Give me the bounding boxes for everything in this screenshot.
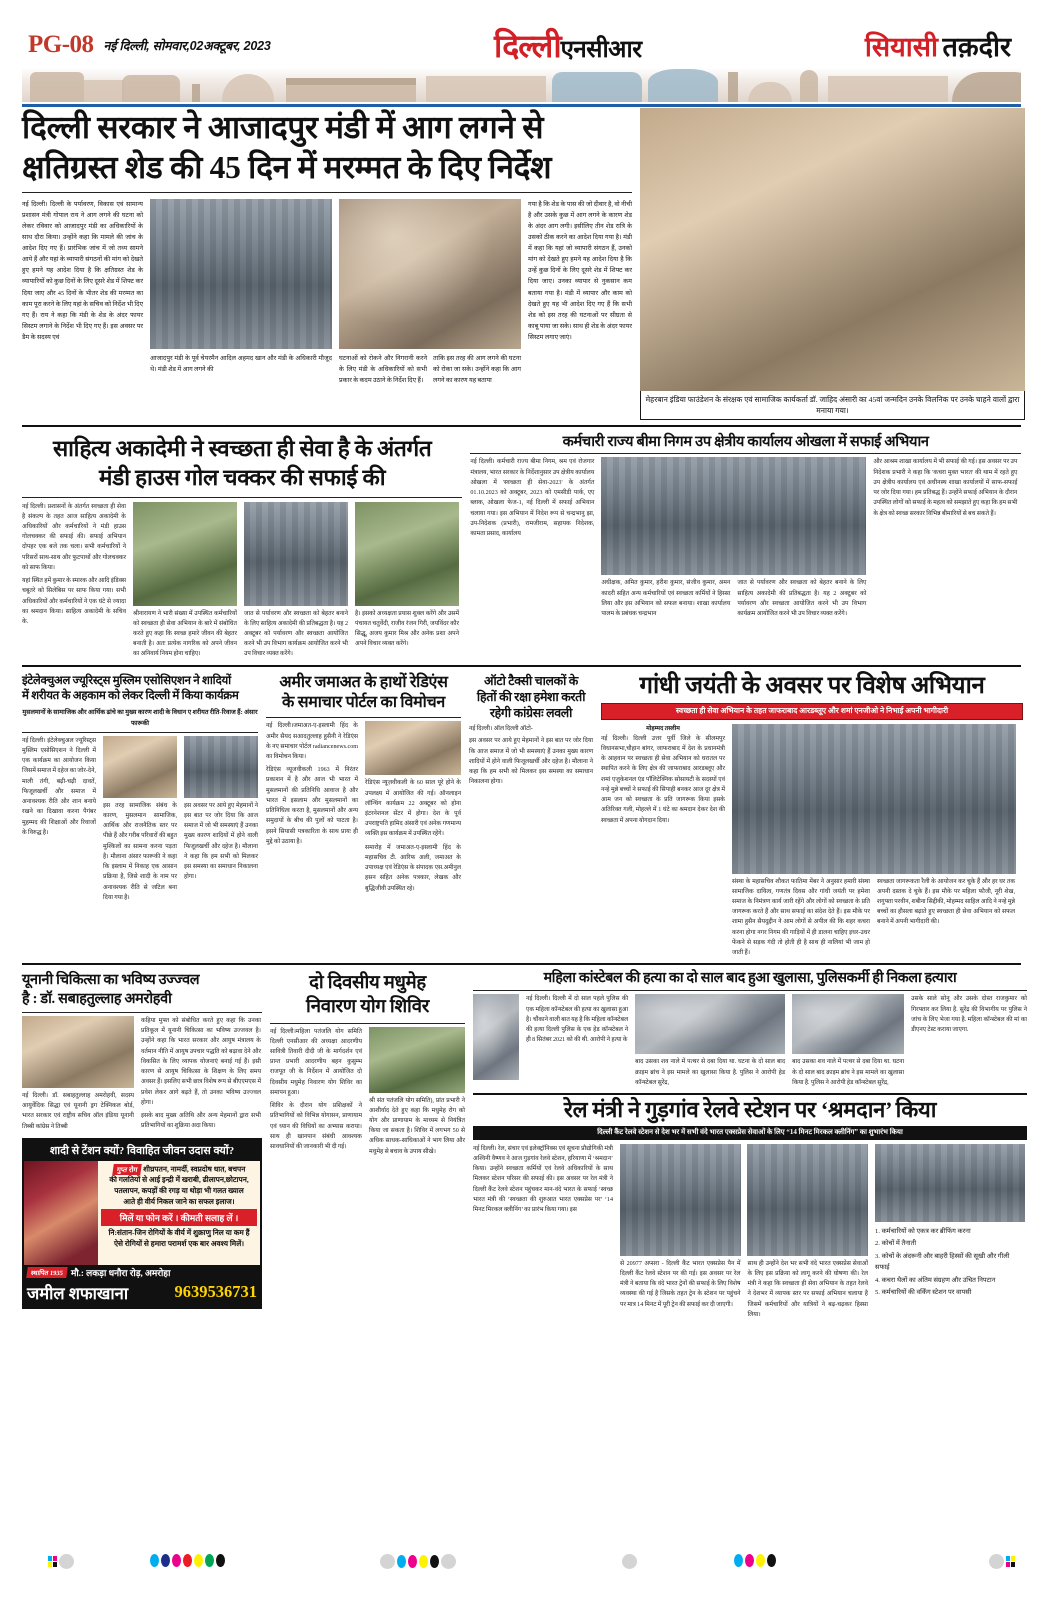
- rail-minister-article: [473, 1098, 1027, 1320]
- list-item: 3. कोचों के अंदरूनी और बाहरी हिस्सों की सूखी और गीली सफाई: [875, 1252, 1010, 1272]
- section-four: [22, 970, 1027, 1320]
- constable-column-1: [526, 994, 628, 1088]
- constable-col1-text: नई दिल्ली। दिल्ली में दो साल पहले पुलिस की एक महिला कॉन्स्टेबल की हत्या का खुलासा हुआ है। चौंकाने वाली बात यह है कि महिला कॉन्स्टेबल की हत्या दिल्ली पुलिस के एक हेड कॉन्स्टेबल ने ही 8 सितंबर 2021 को की थी. आरोपी ने हत्या के: [526, 996, 629, 1044]
- radiance-column-2: [365, 721, 461, 894]
- gandhi-col2-text: संस्था के महासचिव शौकत फातिमा मेंबर ने अनुसार हमारी संस्था सामाजिक दायित्व, गणतंत्र दिवस और गांधी जयंती पर हमेशा समाज के निमंत्रण कार्य जारी रहेंगे और लोगों को स्वच्छता के प्रति जागरूक करते हैं और साथ सफाई का संदेश देते हैं। इस मौके पर शामा हुसैन सैयदुद्दीन ने आम लोगों से अपील की कि शहर कचरा करना होगा नगर निगम की गाड़ियों में ही डालना चाहिए इधर-उधर फेंकने से सड़क गंदी तो होती ही है साथ ही नालियां भी जाम हो जाती हैं।: [732, 878, 870, 957]
- constable-column-2: [635, 994, 785, 1088]
- ad-phone-number[interactable]: 9639536731: [174, 1282, 257, 1302]
- dateline: नई दिल्ली, सोमवार,02अक्टूबर, 2023: [103, 38, 271, 53]
- yoga-headline-line1: दो दिवसीय मधुमेह: [309, 973, 426, 994]
- ijma-photo-audience: [184, 736, 258, 798]
- yoga-col2-text: श्री संत पतंजलि योग समिति), प्रांत प्रभारी ने आशीर्वाद देते हुए कहा कि मधुमेह रोग को योग और प्राणायाम के माध्यम से नियंत्रित किया जा सकता है। शिविर में लगभग 50 से अधिक साधक-साधिकाओं ने भाग लिया और मधुमेह से बचाव के उपाय सीखे।: [369, 1097, 465, 1155]
- sahitya-col4-text: है। इसको अध्यक्षता प्रयास शुक्ल करेंगे और उसमें पंचायत चतुर्वेदी, राजीव रंजन गिरी, जयविंदर कौर सिद्धू, अजय कुमार मिश्र और अनेक प्रशा अपने अपने विचार व्यक्त करेंगे।: [355, 610, 459, 648]
- ad-line-1: शीघ्रपतन, नामर्दी, स्वप्नदोष धात, बचपन: [143, 1164, 246, 1174]
- lead-col3-text: घटनाओं को रोकने और निगरानी करने के लिए मंडी के अधिकारियों को सभी प्रकार के कदम उठाने के निर्देश दिए हैं।: [339, 355, 427, 385]
- radiance-headline-line1: अमीर जमाअत के हाथों रेडिएंस: [279, 673, 448, 691]
- sahitya-body-columns: [22, 502, 462, 660]
- unani-headline-line1: यूनानी चिकित्सा का भविष्य उज्ज्वल: [22, 972, 200, 989]
- gandhi-col3-text: स्वच्छता जागरूकता रैली के आयोजन कर चुके हैं और हर घर तक अपनी दस्तक दे चुके हैं। इस मौके पर महिला फौजी, नूरी शेख, शगुफ्ता परवीन, शबीना सिद्दीकी, मोहम्मद साहिल आदि ने नन्हे मुन्ने बच्चों का हौसला बढ़ाते हुए स्वच्छता ही सेवा अभियान को सफल बनाने में अपनी भागीदारी की।: [877, 878, 1015, 926]
- constable-photo-accused: [635, 994, 785, 1054]
- unani-col3-text: इसके बाद मुख्य अतिथि और अन्य मेहमानों द्वारा सभी प्रतिभागियों का शुक्रिया अदा किया।: [141, 1112, 261, 1130]
- esic-column-1: [470, 457, 594, 619]
- lead-body-columns: [22, 199, 632, 386]
- unani-col1-text: कहिया मुफ्त को संबोधित करते हुए कहा कि उनका प्रतिकूल में यूनानी चिकित्सा का भविष्य उज्जवल है। उन्होंने कहा कि भारत सरकार और आयुष मंत्रालय के वर्तमान नीति में आयुष उपचार पद्धति को बढ़ावा देने और विकसित के लिए व्यापक योजनाएं बनाई गई हैं। इसी कारण से आयुष चिकित्सा के शिक्षण के लिए समय अवसर हैं। इसलिए सभी छात्र विशेष रूप से बीएएमएस में प्रवेश लेकर आगे बढ़ते हैं, तो उनका भविष्य उज्ज्वल होगा।: [141, 1017, 261, 1106]
- rail-column-steps: [875, 1144, 1025, 1320]
- constable-column-4: [911, 994, 1027, 1088]
- ijma-photo-event: [103, 736, 177, 798]
- rail-photo-cleaning: [875, 1144, 1025, 1222]
- sahitya-column-3: [244, 502, 348, 660]
- section-four-right: [473, 971, 1027, 1320]
- lead-story-left: [22, 108, 632, 420]
- ad-line-2: की गलतियों से आई इन्द्री में खराबी, ढीलापन,छोटापन,: [109, 1175, 249, 1185]
- lead-column-5: [528, 199, 632, 386]
- esic-photo-group: [601, 457, 866, 575]
- publication-logo: [271, 24, 865, 67]
- rail-column-1: [473, 1144, 613, 1320]
- yoga-headline-line2: निवारण योग शिविर: [306, 997, 429, 1018]
- auto-headline-line3: रहेगी कांग्रेसः लवली: [489, 705, 573, 720]
- ijma-subheadline: मुसलमानों के सामाजिक और आर्थिक ढांचे का मुख्य कारण शादी के विधान ए शरीयत रीति-रिवाज हैं: अंसार फारूकी: [22, 708, 258, 727]
- unani-article: [22, 971, 262, 1320]
- esic-col2b-text: जात से पर्यावरण और स्वच्छता को बेहतर बनाने के लिए साहित्य अकादेमी की प्रतिबद्धता है। यह 2 अक्टूबर को पर्यावरण और स्वच्छता आयोजित करने भी उप विभाग कार्यक्रम आयोजित करने भी उप विचार व्यक्त करेंगे।: [737, 580, 867, 618]
- auto-headline-line1: ऑटो टैक्सी चालकों के: [483, 673, 579, 688]
- radiance-column-1: [266, 721, 358, 894]
- unani-photo-speaker: [22, 1016, 134, 1088]
- ad-footer-name-row: [24, 1280, 260, 1307]
- radiance-headline-line2: के समाचार पोर्टल का विमोचन: [282, 694, 445, 712]
- lead-column-1: [22, 199, 143, 386]
- ad-footer-address-row: [24, 1265, 260, 1280]
- ijma-col1-text: नई दिल्ली। इंटेलेक्चुअल ज्यूरिस्ट्स मुस्लिम एसोसिएशन ने दिल्ली में एक कार्यक्रम का आयोजन किया जिसमें समाज में दहेज का जोर-देने, माली तंगी, बढ़ी-चढ़ी दावतें, फिजूलखर्ची और समाज में अनावश्यक रीति और शान बनाये रखने का दिखावा करना पैगंबर मुहम्मद की शिक्षाओं और रिवाजों के विरुद्ध है।: [22, 737, 97, 836]
- section-three-right: [469, 673, 1023, 959]
- section-sahitya-akademi: [22, 434, 1021, 660]
- gandhi-jayanti-article: [601, 673, 1023, 959]
- lead-story-right: [640, 108, 1025, 420]
- lead-col2-caption: आजादपुर मंडी के पूर्व चेयरमैन आदिल अहमद खान और मंडी के अधिकारी मौजूद थे। मंडी शेड में आग लगने की: [150, 355, 332, 374]
- yoga-photo-camp: [369, 1027, 465, 1093]
- page-number: PG-08: [28, 31, 94, 58]
- lead-photo-mandi-shed: [339, 199, 521, 349]
- esic-col2-text: अधीक्षक, अमित कुमार, हरीश कुमार, संजीव कुमार, अमन कादरी सहित अन्य कर्मचारियों एवं स्वच्छता कर्मियों ने हिस्सा लिया और इस अभियान को सफल बनाया। शाखा कार्यालय पालम के प्रबंधक चन्द्रभान: [601, 580, 731, 618]
- sahitya-column-2: [133, 502, 237, 660]
- rail-photo-shramdaan: [747, 1144, 868, 1256]
- masthead: [22, 22, 1021, 104]
- ad-line-5: नि:संतान-जिन रोगियों के वीर्य में शुक्राणु निल या कम हैं: [108, 1228, 250, 1238]
- esic-headline: कर्मचारी राज्य बीमा निगम उप क्षेत्रीय कार्यालय ओखला में सफाई अभियान: [562, 434, 929, 450]
- auto-body-text: नई दिल्ली। ऑल दिल्ली ऑटो-: [469, 726, 533, 733]
- gandhi-red-band: स्वच्छता ही सेवा अभियान के तहत जाफराबाद आरडब्लूए और शमां एनजीओ ने निभाई अपनी भागीदारी: [601, 703, 1023, 720]
- lead-photo-birthday-celebration: [640, 108, 1025, 391]
- radiance-col2-text: रेडिएंस न्यूज़वीकली के 60 साल पूरे होने के उपलक्ष्य में आयोजित की गई। ऑनलाइन लॉन्चिंग कार्यक्रम 22 अक्टूबर को होना इंटरनेशनल सेंटर में होगा। देश के पूर्व उपराष्ट्रपति हामिद अंसारी एवं अनेक गणमान्य व्यक्ति इस कार्यक्रम में उपस्थित रहेंगे।: [365, 780, 461, 838]
- sahitya-column-4: [355, 502, 459, 660]
- ijma-article: [22, 673, 258, 959]
- rail-col3-text: साथ ही उन्होंने देश भर सभी वंदे भारत एक्सप्रेस सेवाओं के लिए इस प्रक्रिया को लागू करने की घोषणा की। रेल मंत्री ने कहा कि स्वच्छता ही सेवा अभियान के तहत रेलवे ने देशभर में व्यापक स्तर पर सफाई अभियान चलाया है जिसमें कर्मचारियों और यात्रियों ने बढ़-चढ़कर हिस्सा लिया।: [747, 1260, 868, 1318]
- unani-column-2: [141, 1016, 261, 1132]
- list-item: 1. कर्मचारियों को एकत्र कर ब्रीफिंग करना: [875, 1227, 971, 1235]
- constable-photo-col: [473, 994, 519, 1088]
- unani-headline-line2: है : डॉ. सबाहतुल्लाह अमरोहवी: [22, 991, 172, 1008]
- lead-col5-text: गया है कि शेड के पास की जो दीवार है, वो नीची है और उसके कुछ में आग लगने के कारण शेड के अंदर आग लगी। इसीलिए तीन शेड रात्रि के उसको ठीक करने का आदेश दिया गया है। मंडी में कहा कि यहां जो व्यापारी संगठन हैं, उनको मांग को देखते हुए हमने यह आदेश दिया है कि उन्हें कुछ दिनों के लिए दूसरे शेड में शिफ्ट कर दिया जाए। उनका व्यापार से नुकसान कम बताया गया है। मंडी में व्यापार और काम को देखते हुए यह भी आदेश दिए गए हैं कि सभी शेड को इस तरह की घटनाओं पर सीघ्रता से काबू पाया जा सके। साथ ही शेड के अंदर फायर सिस्टम लगाए जाएं।: [528, 201, 632, 341]
- lead-story: [22, 108, 1021, 420]
- ad-clinic-name: जमील शफाखाना: [27, 1283, 129, 1303]
- esic-column-3: [873, 457, 1017, 619]
- lead-headline-line2: क्षतिग्रस्त शेड की 45 दिन में मरम्मत के दिए निर्देश: [22, 149, 552, 185]
- auto-headline-line2: हितों की रक्षा हमेशा करती: [476, 689, 586, 704]
- constable-photo-victim: [473, 994, 519, 1080]
- lead-col4-text: ताकि इस तरह की आग लगने की घटना को रोका जा सके। उन्होंने कहा कि आग लगने का कारण यह बताया: [433, 355, 521, 385]
- lead-headline-line1: दिल्ली सरकार ने आजादपुर मंडी में आग लगने से: [22, 110, 544, 145]
- logo-secondary-text: एनसीआर: [560, 36, 642, 63]
- ijma-headline-line2: में शरीयत के अहकाम को लेकर दिल्ली में किया कार्यक्रम: [22, 689, 239, 703]
- esic-okhla-article: [470, 434, 1021, 660]
- radiance-col1-text: नई दिल्ली।जमाअत-ए-इस्लामी हिंद के अमीर सैयद सआदतुल्लाह हुसैनी ने रेडिएंस के नए समाचार पोर्टल radiancenews.com का विमोचन किया।: [266, 723, 358, 760]
- yoga-col3-text: शिविर के दौरान योग प्रशिक्षकों ने प्रतिभागियों को विभिन्न योगासन, प्राणायाम एवं ध्यान की विधियों का अभ्यास कराया। साथ ही खानपान संबंधी आवश्यक सावधानियों की जानकारी भी दी गई।: [270, 1103, 362, 1151]
- lead-column-2: [150, 199, 332, 386]
- registration-dot-gray: [59, 1554, 74, 1569]
- ad-line-6: ऐसे रोगियों से हमारा परामर्श एक बार अवश्य मिलें।: [113, 1238, 245, 1248]
- rail-black-band: दिल्ली कैंट रेलवे स्टेशन से देश भर में सभी वंदे भारत एक्सप्रेस सेवाओं के लिए “14 मिनट मिरकल क्लीनिंग” का शुभारंभ किया: [473, 1126, 1027, 1140]
- esic-col3-text: और आश्रम शाखा कार्यालय में भी सफाई की गई। इस अवसर पर उप निदेशक प्रभारी ने कहा कि 'कचरा मुक्त भारत' की थाम में रहते हुए उप क्षेत्रीय कार्यालय एवं अधीनस्थ शाखा कार्यालयों में साफ-सफाई पर जोर दिया गया। हम प्रतिबद्ध हैं। उन्होंने सफाई अभियान के दौरान उपस्थित लोगों को सफाई के महत्व को समझाते हुए कहा कि हम सभी के क्षेत्र को स्वच्छ सरकार विभिन्न बीमारियों से बच सकते हैं।: [873, 459, 1018, 517]
- yoga-camp-article: [270, 971, 465, 1320]
- ad-call-to-action[interactable]: मिलें या फोन करें । कीमती सलाह लें ।: [101, 1209, 257, 1226]
- ijma-col3-text: इस अवसर पर आये हुए मेहमानों ने इस बात पर जोर दिया कि आज समाज में जो भी समस्याएं हैं उनका मुख्य कारण शादियों में होने वाली फिजूलखर्ची और दहेज है। मौलाना ने कहा कि हम सभी को मिलकर इस समस्या का समाधान निकालना होगा।: [184, 802, 258, 881]
- gandhi-headline: गांधी जयंती के अवसर पर विशेष अभियान: [639, 672, 985, 699]
- ijma-column-1: [22, 736, 96, 903]
- skyline-banner-image: [22, 68, 1021, 102]
- ad-headline: शादी से टेंशन क्यों? विवाहित जीवन उदास क्यों?: [24, 1140, 260, 1161]
- subtitle-red-text: सियासी: [864, 31, 939, 62]
- yoga-col1-text: नई दिल्ली।महिला पतंजलि योग समिति दिल्ली एनसीआर की अध्यक्षा आदरणीय सावित्री तिवारी दीदी जी के मार्गदर्शन एवं प्रान्त प्रभारी आदरणीय बहन कुसुम्भ राजपूत जी के निर्देशन में आयोजित दो दिवसीय मधुमेह निवारण योग शिविर का समापन हुआ।: [270, 1028, 362, 1096]
- constable-photo-police: [792, 994, 904, 1054]
- ijma-headline-line1: इंटेलेक्चुअल ज्यूरिस्ट्स मुस्लिम एसोसिएशन ने शादियों: [22, 673, 231, 687]
- constable-col3-text: उसके साले सोनू और उसके दोस्त राजकुमार को गिरफ्तार कर लिया है. सुरेंद्र की विभागीय पर पुलिस ने जांच के लिए भेजा गया है. महिला कॉन्स्टेबल की मां का डीएनए टेस्ट कराया जाएगा.: [911, 996, 1027, 1034]
- esic-col1-text: नई दिल्ली। कर्मचारी राज्य बीमा निगम, श्रम एवं रोजगार मंत्रालय, भारत सरकार के निर्देशानुसार उप क्षेत्रीय कार्यालय ओखला में 'स्वच्छता ही सेवा-2023' के अंतर्गत 01.10.2023 को अक्टूबर, 2023 को एमसीडी पार्क, एए ब्लाक, ओखला फेज-1, नई दिल्ली में सफाई अभियान चलाया गया। इस अभियान में निदेश रूप से चन्द्रभानु झा, उप-निदेशक (प्रभारी), रामजीराम, सहायक निदेशक, कामता प्रसाद, कार्यालय: [470, 459, 595, 537]
- gandhi-col1-text: नई दिल्ली। दिल्ली उत्तर पूर्वी जिले के सीलमपुर विधानसभा,चौहान बांगर, जाफराबाद में देश के प्रधानमंत्री के आहवान पर स्वच्छता ही सेवा अभियान को धरातल पर स्थापित करने के लिए क्षेत्र की जाफराबाद आरडब्लूए और शमां एजुकेशनल एंड पॉलिटेक्निक सोसायटी के सदस्यों एवं नन्हे मुन्ने बच्चों ने सफाई की सिपाही बनकर आज दूर क्षेत्र में आम जन को स्वच्छता के प्रति जागरूक किया इसके अतिरिक्त गली, मोहल्ले में 1 घंटे का श्रमदान देकर देश की स्वच्छता में अपना योगदान दिया।: [601, 735, 725, 824]
- radiance-body-columns: [266, 721, 461, 894]
- sahitya-column-1: [22, 502, 126, 660]
- ijma-body-columns: [22, 736, 258, 903]
- lead-col1-text: नई दिल्ली। दिल्ली के पर्यावरण, विकास एवं सामान्य प्रशासन मंत्री गोपाल राय ने आग लगने की घटना को लेकर रविवार को आजादपुर मंडी का अधिकारियों के साथ दौरा किया। उन्होंने कहा कि मामले की जांच के आदेश दिए गए हैं। प्रारंभिक जांच में जो तथ्य सामने आये हैं और यहां के व्यापारी संगठनों की मांग को देखते हुए हमने यह आदेश दिया है कि क्षतिग्रस्त शेड के व्यापारियों को कुछ दिनों के लिए दूसरे शेड में शिफ्ट कर दिया जाए और 45 दिनों के भीतर शेड की मरम्मत का काम पूरा करने के लिए यहां के सचिव को निर्देश भी दिए गए हैं। राय ने कहा कि मंडी के शेड के अंदर फायर सिस्टम लगाने के निर्देश भी दिए गए हैं। इस अवसर पर डैम के सदस्य एवं: [22, 201, 143, 341]
- unani-column-1: [22, 1016, 134, 1132]
- rail-col1-text: नई दिल्ली। रेल, संचार एवं इलेक्ट्रॉनिक्स एवं सूचना प्रौद्योगिकी मंत्री अश्विनी वैष्णव ने आज गुड़गांव रेलवे स्टेशन, हरियाणा में ‘श्रमदान’ किया। उन्होंने स्वच्छता कर्मियों एवं रेलवे अधिकारियों के साथ मिलकर स्टेशन परिसर की सफाई की। इस अवसर पर रेल मंत्री ने दिल्ली कैंट रेलवे स्टेशन पहुंचकर मान-वंदे भारत के सफाई ‘स्वच्छ भारत मंत्री की ‘स्वच्छता की शुरुआत भारत एक्सप्रेस पर’ ‘14 मिनट मिरकल क्लीनिंग’ का प्रारंभ किया गया। इस: [473, 1145, 613, 1214]
- publication-subtitle: [865, 27, 1015, 64]
- masthead-divider: [22, 104, 1021, 107]
- constable-headline: महिला कांस्टेबल की हत्या का दो साल बाद हुआ खुलासा, पुलिसकर्मी ही निकला हत्यारा: [543, 970, 957, 987]
- rail-headline: रेल मंत्री ने गुड़गांव रेलवे स्टेशन पर ‘श्रमदान’ किया: [563, 1097, 937, 1123]
- rail-col2-text: से 20977 अप्सरा - दिल्ली कैंट भारत एक्सप्रेस पैन में दिल्ली कैंट रेलवे स्टेशन पर की गई। इस अवसर पर रेल मंत्री ने बताया कि वंदे भारत ट्रेनों की सफाई के लिए विशेष व्यवस्था की गई है जिसके तहत ट्रेन के स्टेशन पर पहुंचने पर मात्र 14 मिनट में पूरी ट्रेन की सफाई कर दी जाएगी।: [620, 1260, 741, 1308]
- rail-steps-list: [875, 1226, 1025, 1299]
- print-registration-marks: [22, 1554, 1021, 1574]
- sahitya-photo-statue: [133, 502, 237, 606]
- auto-taxi-article: [469, 673, 593, 959]
- ad-line-4: आते ही वीर्य निकल जाने का सफल इलाज।: [123, 1196, 235, 1206]
- ad-couple-image: [24, 1161, 98, 1265]
- yoga-body-columns: [270, 1027, 465, 1157]
- gandhi-photo-rally: [732, 724, 1016, 874]
- list-item: 2. कोचों में तैनाती: [875, 1240, 917, 1248]
- sahitya-photo-cleaning-drive: [244, 502, 348, 606]
- gandhi-byline: मोहम्मद तस्लीम: [646, 725, 680, 732]
- constable-body-columns: [473, 994, 1027, 1088]
- unani-col2-text: नई दिल्ली। डॉ. सबाहतुल्लाह अमरोहवी, सदस्य आयुर्वेदिक सिद्धा एवं यूनानी ड्रग टेक्निकल बोर्ड, भारत सरकार एवं राष्ट्रीय सचिव ऑल इंडिया यूनानी तिब्बी कांग्रेस ने तिब्बी: [22, 1092, 134, 1130]
- cmyk-mark-left: [48, 1556, 57, 1567]
- subtitle-black-text: तक़दीर: [942, 31, 1011, 62]
- lead-column-3: [339, 199, 521, 386]
- classified-advertisement[interactable]: [22, 1138, 262, 1309]
- logo-primary-text: दिल्ली: [493, 27, 561, 64]
- sahitya-photo-banner: [355, 502, 459, 606]
- ad-line-1-wrap: [101, 1164, 257, 1175]
- ad-line-3: पतलापन, कपड़ों की रगड़ या थोड़ा भी गलत ख्याल: [114, 1185, 244, 1195]
- radiance-col1b-text: रेडिएंस व्यूजवीकली 1963 में निरंतर प्रकाशन में है और आज भी भारत में मुसलमानों की प्रतिनिधि आवाज है और भारत में इसलाम और मुसलमानों का प्रतिनिधित्व करता है, मुसलमानों और अन्य समुदायों के बीच की पुलों को पाटता है। इसने सियासी पत्रकारिता के साथ प्रायः ही मुद्दे को उठाया है।: [266, 767, 358, 845]
- sahitya-col2-text: श्रीनारायण ने भारी संख्या में उपस्थित कर्मचारियों को स्वच्छता ही सेवा अभियान के बारे में संबोधित करते हुए कहा कि स्वच्छ हमारे जीवन की बेहतर बनाती है। अतः प्रत्येक नागरिक को अपने जीवन का अनिवार्य नियम होना चाहिए।: [133, 610, 237, 658]
- gandhi-column-1: [601, 724, 725, 959]
- radiance-col3-text: समारोह में जमाअत-ए-इस्लामी हिंद के महासचिव टी. आरिफ अली, जमाअत के उपाध्यक्ष एवं रेडिएंस के संपादक एस.अमीनुल हसन सहित अनेक पत्रकार, लेखक और बुद्धिजीवी उपस्थित रहे।: [365, 844, 461, 892]
- sahitya-col1b-text: यहां स्थित हमें कुमार के स्मारक और आदि इंडिक्स चबूतरे को सिलेबिस पर साफ किया गया। सभी अधिकारियों और कर्मचारियों ने एक घंटे से ज्यादा का श्रमदान किया। साहित्य अकादेमी के सचिव के.: [22, 578, 126, 626]
- rail-photo-minister: [620, 1144, 741, 1256]
- lead-photo-mandi-inspection: [150, 199, 332, 349]
- constable-col2-text: बाद उसका शव नाले में पत्थर से दबा दिया था. घटना के दो साल बाद क्राइम ब्रांच ने इस मामले का खुलासा किया है. पुलिस ने आरोपी हेड कॉन्स्टेबल सुरेंद्र,: [635, 1059, 786, 1086]
- sahitya-headline-line2: मंडी हाउस गोल चक्कर की सफाई की: [99, 465, 386, 491]
- list-item: 4. कचरा थैलों का अंतिम संग्रहण और उचित निपटान: [875, 1276, 996, 1284]
- yoga-column-1: [270, 1027, 362, 1157]
- gandhi-photo-wrap: [732, 724, 1016, 959]
- ad-address: मौ.: लकड़ा धनौरा रोड़, अमरोहा: [70, 1267, 171, 1278]
- sahitya-headline-line1: साहित्य अकादेमी ने स्वच्छता ही सेवा है के अंतर्गत: [52, 436, 432, 461]
- ijma-column-2: [103, 736, 177, 903]
- ijma-col2-text: इस तरह सामाजिक संबंध के कारण, मुसलमान सामाजिक, आर्थिक और राजनैतिक स्तर पर पीछे हैं और गरीब परिवारों की बहुत मुश्किलों का सामना करना पड़ता है। मौलाना अंसार फारूकी ने कहा कि इस्लाम में निकाह एक आसान प्रक्रिया है, जिसे शादी के नाम पर अनावश्यक रीति से जटिल बना दिया गया है।: [103, 802, 177, 901]
- ad-established-badge: स्थापित 1935: [26, 1267, 67, 1278]
- cmyk-mark-right: [1006, 1556, 1015, 1567]
- constable-column-3: [792, 994, 904, 1088]
- sahitya-akademi-article: [22, 434, 462, 660]
- unani-body-columns: [22, 1016, 262, 1132]
- ijma-column-3: [184, 736, 258, 903]
- esic-body-columns: [470, 457, 1021, 619]
- masthead-top-row: [22, 22, 1021, 68]
- section-three: [22, 673, 1021, 959]
- rail-photo-wrap: [620, 1144, 868, 1320]
- esic-photo-wrap: [601, 457, 866, 619]
- radiance-photo-launch: [365, 721, 461, 775]
- sahitya-col3-text: जात से पर्यावरण और स्वच्छता को बेहतर बनाने के लिए साहित्य अकादेमी की प्रतिबद्धता है। यह 2 अक्टूबर को पर्यावरण और स्वच्छता आयोजित करने भी उप विभाग कार्यक्रम आयोजित करने भी उप विचार व्यक्त करेंगे।: [244, 610, 348, 658]
- list-item: 5. कर्मचारियों की वर्किंग स्टेशन पर वापसी: [875, 1289, 972, 1297]
- sahitya-col1-text: नई दिल्ली। प्रशासनों के अंतर्गत स्वच्छता ही सेवा है संकल्प के तहत आज साहित्य अकादेमी के अधिकारियों और कर्मचारियों ने मंडी हाउस गोलचक्कर की सफाई की। सफाई अभियान दोपहर एक बजे तक चला। सभी कर्मचारियों ने परिसरों साथ-साथ और फुटपाथों और गोलचक्कर को साफ किया।: [22, 503, 126, 571]
- constable-col2b-text: बाद उसका शव नाले में पत्थर से दबा दिया था. घटना के दो साल बाद क्राइम ब्रांच ने इस मामले का खुलासा किया है. पुलिस ने आरोपी हेड कॉन्स्टेबल सुरेंद्र,: [792, 1059, 905, 1086]
- yoga-column-2: [369, 1027, 465, 1157]
- radiance-article: [266, 673, 461, 959]
- ad-gupt-rog-tag: गुप्त रोग: [112, 1164, 142, 1175]
- auto-body-cont: इस अवसर पर आये हुए मेहमानों ने इस बात पर जोर दिया कि आज समाज में जो भी समस्याएं हैं उनका मुख्य कारण शादियों में होने वाली फिजूलखर्ची और दहेज है। मौलाना ने कहा कि हम सभी को मिलकर इस समस्या का समाधान निकालना होगा।: [469, 738, 593, 786]
- lead-right-caption: मेहरबान इंडिया फाउंडेशन के संरक्षक एवं सामाजिक कार्यकर्ता डॉ. जाहिद अंसारी का 45वां जन्मदिन उनके विलनिक पर उनके चाहने वालों द्वारा मनाया गया।: [645, 395, 1020, 415]
